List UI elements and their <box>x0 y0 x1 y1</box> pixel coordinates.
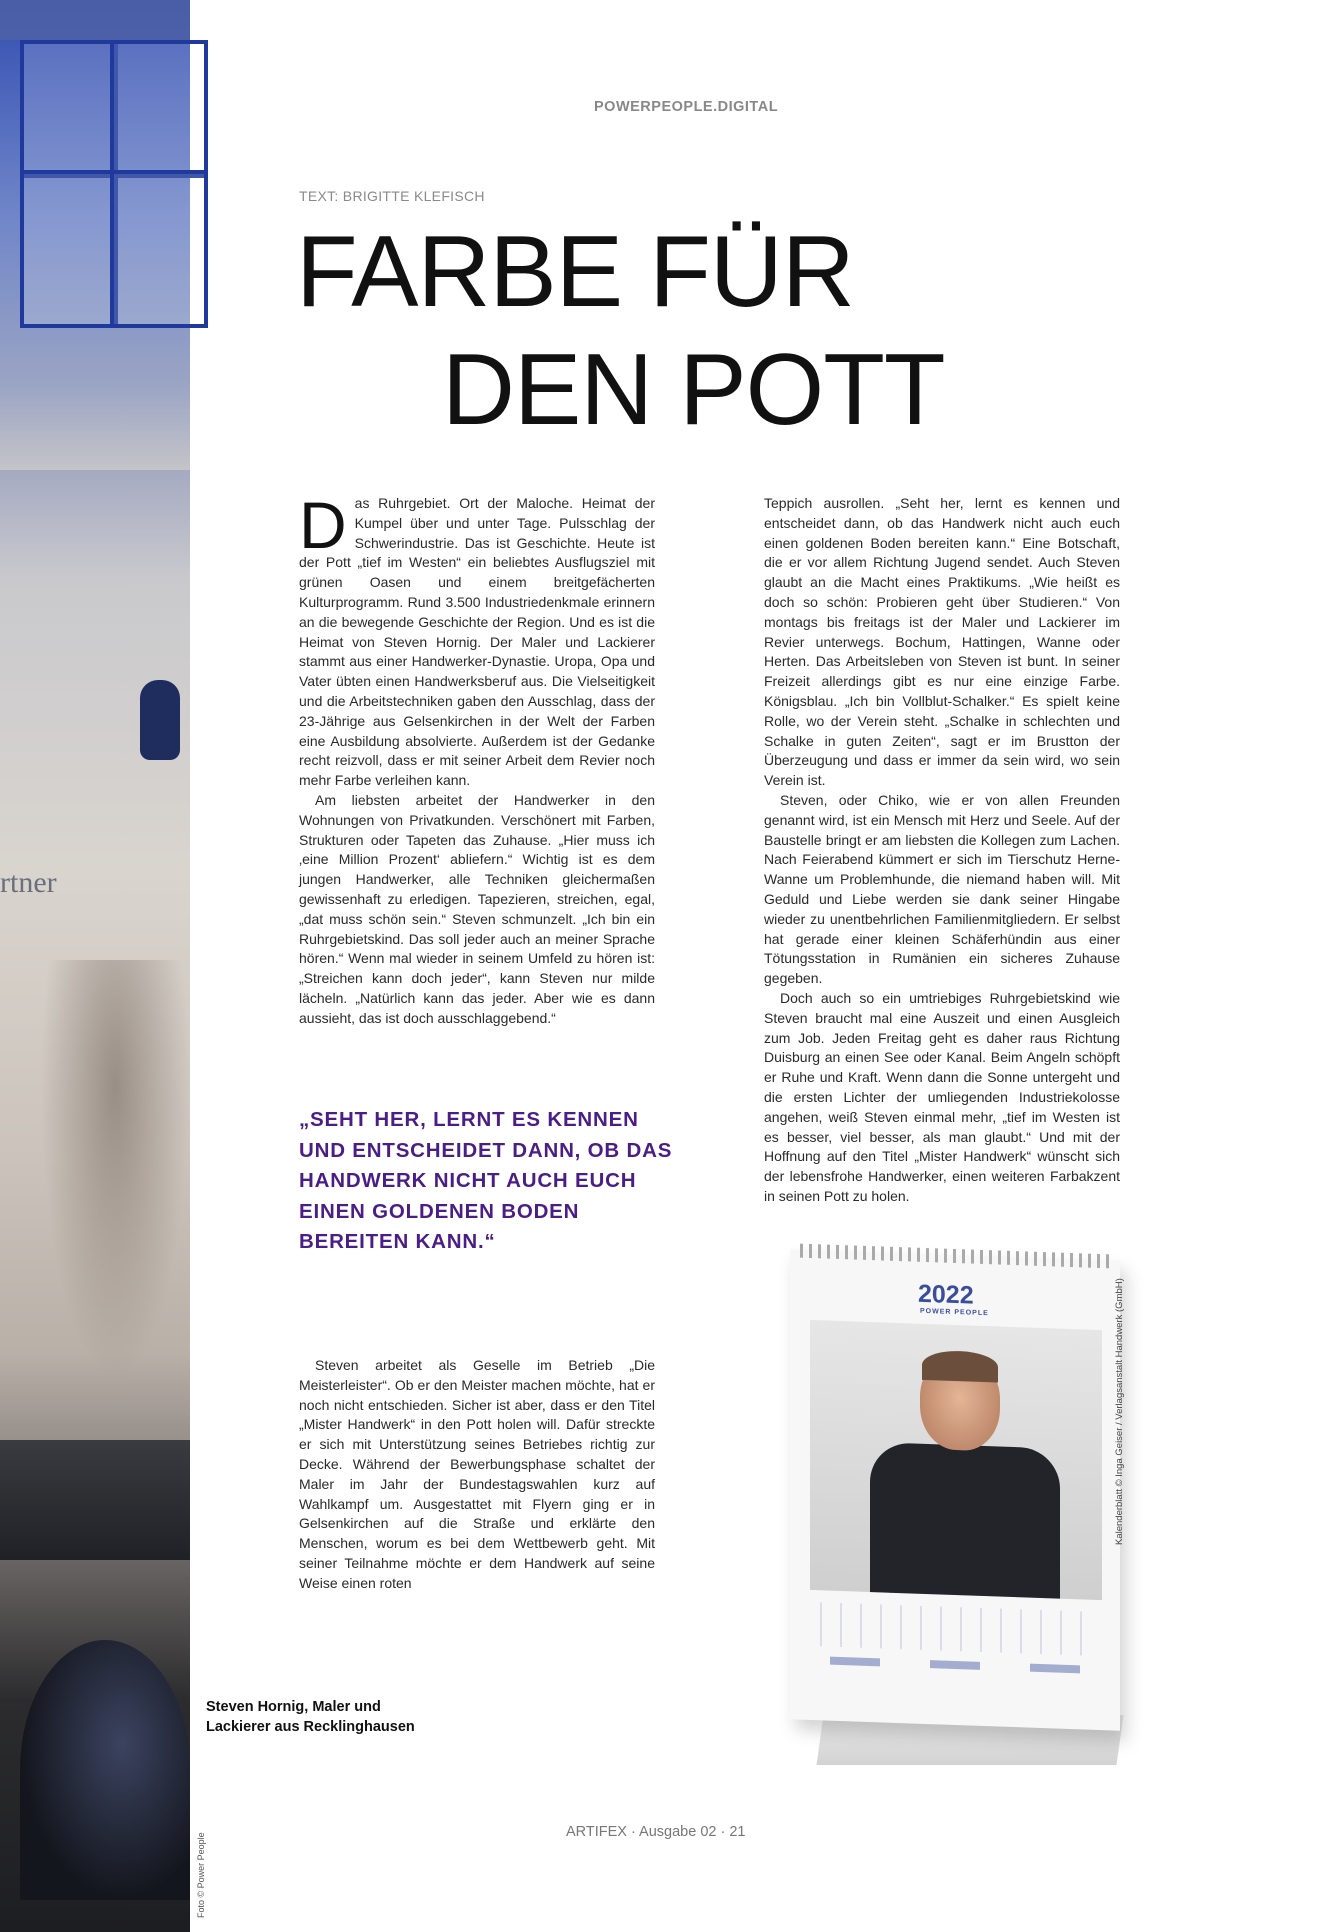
byline: TEXT: BRIGITTE KLEFISCH <box>299 188 485 204</box>
spiral-binding <box>800 1244 1110 1269</box>
paragraph <box>299 488 655 791</box>
article-column-2 <box>764 494 1120 1207</box>
dropcap: D <box>299 488 347 562</box>
stage <box>0 1440 190 1560</box>
calendar-day-grid <box>820 1602 1090 1655</box>
headline-line2: DEN POTT <box>442 334 945 446</box>
calendar-year: 2022 <box>918 1279 974 1310</box>
headline-line1: FARBE FÜR <box>296 216 854 328</box>
photo-credit: Foto © Power People <box>196 1832 206 1918</box>
microphone-icon <box>140 680 180 760</box>
caption-line1: Steven Hornig, Maler und <box>206 1699 381 1715</box>
paragraph: Steven, oder Chiko, wie er von allen Freunden genannt wird, ist ein Mensch mit Herz und Seele. Auf der Baustelle bringt er am liebsten die Kollegen zum Lachen. Nach Feierabend kümmert er sich im Tierschutz Herne-Wanne um Problemhunde, die niemand haben will. Mit Geduld und Liebe werden sie dank seiner Hingabe wieder zu unentbehrlichen Familienmitgliedern. Er selbst hat gerade einer kleinen Schäferhündin aus einer Tötungsstation in Rumänien ein sicheres Zuhause gegeben. <box>764 791 1120 987</box>
calendar-credit: Kalenderblatt © Inga Geiser / Verlagsanstalt Handwerk (GmbH) <box>1114 1278 1125 1545</box>
caption-line2: Lackierer aus Recklinghausen <box>206 1719 415 1735</box>
masthead: POWERPEOPLE.DIGITAL <box>594 99 779 115</box>
calendar-page <box>790 1249 1120 1731</box>
paragraph: Am liebsten arbeitet der Handwerker in den Wohnungen von Privatkunden. Verschönert mit Farben, Strukturen oder Tapeten das Zuhause. „Hier muss ich ‚eine Million Prozent‘ abliefern.“ Wichtig ist es dem jungen Handwerker, alle Techniken gleichermaßen gewissenhaft zu erledigen. Tapezieren, streichen, egal, „dat muss schön sein.“ Steven schmunzelt. „Ich bin ein Ruhrgebietskind. Das soll jeder auch an meiner Sprache hören.“ Wenn mal wieder in seinem Umfeld zu hören ist: „Streichen kann doch jeder“, kann Steven nur milde lächeln. „Natürlich kann das jeder. Aber wie es dann aussieht, das ist doch ausschlaggebend.“ <box>299 791 655 1026</box>
sponsor-wall-text: rtner <box>0 866 57 899</box>
photo-caption <box>206 1697 415 1737</box>
shadow-figure <box>40 960 190 1380</box>
paragraph: Teppich ausrollen. „Seht her, lernt es kennen und entscheidet dann, ob das Handwerk nicht auch euch einen goldenen Boden bereiten kann.“ Eine Botschaft, die er vor allem Richtung Jugend sendet. Auch Steven glaubt an die Macht eines Praktikums. „Wie heißt es doch so schön: Probieren geht über Studieren.“ Von montags bis freitags ist der Maler und Lackierer im Revier unterwegs. Bochum, Hattingen, Wanne oder Herten. Das Arbeitsleben von Steven ist bunt. In seiner Freizeit allerdings gibt es nur eine einzige Farbe. Königsblau. „Ich bin Vollblut-Schalker.“ Es spielt keine Rolle, wo der Verein steht. „Schalke in schlechten und Schalke in guten Zeiten“, sagt er im Brustton der Überzeugung und dass er immer da sein wird, wo sein Verein ist. <box>764 495 1120 789</box>
article-column-1 <box>299 488 655 1029</box>
cover-photo-strip <box>0 0 190 1932</box>
calendar-portrait <box>810 1320 1102 1600</box>
paragraph: Doch auch so ein umtriebiges Ruhrgebietskind wie Steven braucht mal eine Auszeit und einen Ausgleich zum Job. Jeden Freitag geht es daher raus Richtung Duisburg an einen See oder Kanal. Beim Angeln schöpft er Ruhe und Kraft. Wenn dann die Sonne untergeht und die ersten Lichter der umliegenden Industriekolosse angehen, weiß Steven einmal mehr, „tief im Westen ist es besser, viel besser, als man glaubt.“ Und mit der Hoffnung auf den Titel „Mister Handwerk“ wünscht sich der lebensfrohe Handwerker, einen weiteren Farbakzent in seinen Pott zu holen. <box>764 989 1120 1204</box>
calendar-image <box>790 1255 1130 1775</box>
pull-quote: „SEHT HER, LERNT ES KENNEN UND ENTSCHEIDET DANN, OB DAS HANDWERK NICHT AUCH EUCH EINEN GOLDENEN BODEN BEREITEN KANN.“ <box>299 1108 673 1253</box>
calendar-brand: POWER PEOPLE <box>920 1307 989 1318</box>
article-column-3 <box>299 1356 655 1594</box>
page-footer: ARTIFEX · Ausgabe 02 · 21 <box>566 1824 746 1840</box>
projection-screen <box>0 40 190 470</box>
paragraph: Steven arbeitet als Geselle im Betrieb „Die Meisterleister“. Ob er den Meister machen möchte, hat er noch nicht entschieden. Sicher ist aber, dass er den Titel „Mister Handwerk“ in den Pott holen will. Dafür streckte er sich mit Unterstützung seines Betriebes richtig zur Decke. Während der Bewerbungsphase schaltet der Maler im Jahr der Bundestagswahlen kurz auf Wahlkampf um. Ausgestattet mit Flyern ging er in Gelsenkirchen auf die Straße und erklärte den Menschen, worum es bei dem Wettbewerb geht. Mit seiner Teilnahme möchte er dem Handwerk auf seine Weise einen roten <box>299 1357 655 1591</box>
audience-head <box>20 1640 190 1900</box>
sponsor-logos <box>830 1657 1080 1678</box>
paragraph-text: as Ruhrgebiet. Ort der Maloche. Heimat der Kumpel über und unter Tage. Pulsschlag der Schwerindustrie. Das ist Geschichte. Heute ist der Pott „tief im Westen“ ein beliebtes Ausflugsziel mit grünen Oasen und einem breitgefächerten Kulturprogramm. Rund 3.500 Industriedenkmale erinnern an die bewegende Geschichte der Region. Und es ist die Heimat von Steven Hornig. Der Maler und Lackierer stammt aus einer Handwerker-Dynastie. Uropa, Opa und Vater übten einen Handwerksberuf aus. Die Vielseitigkeit und die Arbeitstechniken gaben den Ausschlag, dass der 23-Jährige aus Gelsenkirchen in der Welt der Farben eine Ausbildung absolvierte. Außerdem ist der Gedanke recht reizvoll, dass er mit seiner Arbeit dem Revier noch mehr Farbe verleihen kann. <box>299 495 655 789</box>
